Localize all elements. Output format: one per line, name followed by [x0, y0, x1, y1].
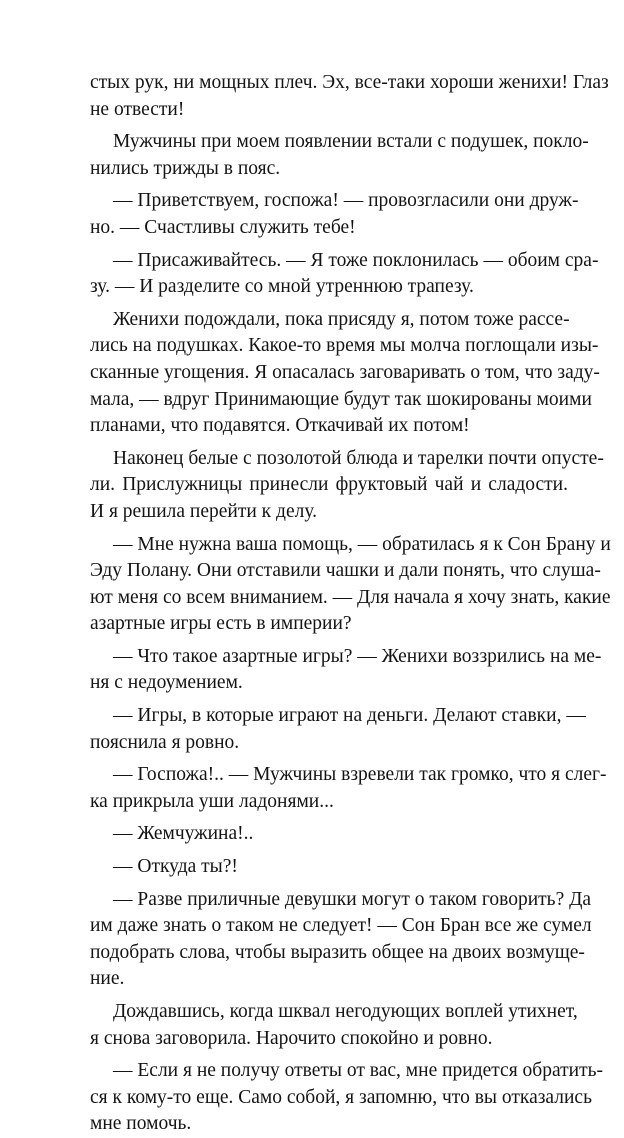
text-line: ние. [90, 968, 125, 990]
text-line: зу. — И разделите со мной утреннюю трапезу. [90, 276, 474, 298]
text-line: пояснила я ровно. [90, 731, 240, 753]
text-line: ня с недоумением. [90, 672, 243, 694]
text-line: — Жемчужина!.. [113, 823, 254, 845]
text-line: — Мне нужна ваша помощь, — обратилась я к Сон Брану и [113, 533, 611, 555]
text-line: — Разве приличные девушки могут о таком говорить? Да [113, 888, 592, 910]
text-line: — Госпожа!.. — Мужчины взревели так громко, что я слег- [113, 764, 607, 786]
text-line: Эду Полану. Они отставили чашки и дали понять, что слуша- [90, 560, 601, 582]
text-line: не отвести! [90, 98, 185, 120]
text-line: нились трижды в пояс. [90, 157, 281, 179]
text-line: ют меня со всем вниманием. — Для начала я хочу знать, какие [90, 586, 611, 608]
text-line: я снова заговорила. Нарочито спокойно и ровно. [90, 1027, 493, 1049]
book-page [90, 70, 611, 1138]
text-line: — Если я не получу ответы от вас, мне придется обратить- [113, 1060, 603, 1082]
text-line: ся к кому-то еще. Само собой, я запомню, что вы отказались [90, 1086, 592, 1108]
text-line: им даже знать о таком не следует! — Сон Бран все же сумел [90, 915, 592, 937]
text-line: И я решила перейти к делу. [90, 500, 318, 522]
text-line: — Откуда ты?! [113, 856, 238, 878]
text-line: сканные угощения. Я опасалась заговаривать о том, что заду- [90, 361, 600, 383]
text-line: азартные игры есть в империи? [90, 613, 352, 635]
text-line: Женихи подождали, пока присяду я, потом тоже рассе- [113, 308, 570, 330]
text-line: подобрать слова, чтобы выразить общее на двоих возмуще- [90, 941, 585, 963]
text-line: Мужчины при моем появлении встали с подушек, покло- [113, 131, 589, 153]
text-line: но. — Счастливы служить тебе! [90, 216, 356, 238]
text-line: мне помочь. [90, 1113, 192, 1135]
text-line: лись на подушках. Какое-то время мы молча поглощали изы- [90, 335, 599, 357]
text-line: Дождавшись, когда шквал негодующих воплей утихнет, [113, 1001, 578, 1022]
text-line: ли. Прислужницы принесли фруктовый чай и сладости. [90, 474, 568, 496]
text-line: ка прикрыла уши ладонями... [90, 790, 334, 812]
text-line: планами, что подавятся. Откачивай их потом! [90, 415, 470, 437]
text-line: — Присаживайтесь. — Я тоже поклонилась — обоим сра- [113, 249, 599, 271]
text-line: стых рук, ни мощных плеч. Эх, все-таки хороши женихи! Глаз [90, 72, 609, 93]
text-line: — Приветствуем, госпожа! — провозгласили они друж- [113, 190, 579, 212]
text-line: мала, — вдруг Принимающие будут так шокированы моими [90, 388, 592, 410]
text-line: — Что такое азартные игры? — Женихи воззрились на ме- [113, 645, 602, 667]
text-line: — Игры, в которые играют на деньги. Делают ставки, — [113, 705, 586, 727]
text-line: Наконец белые с позолотой блюда и тарелки почти опусте- [113, 447, 604, 469]
